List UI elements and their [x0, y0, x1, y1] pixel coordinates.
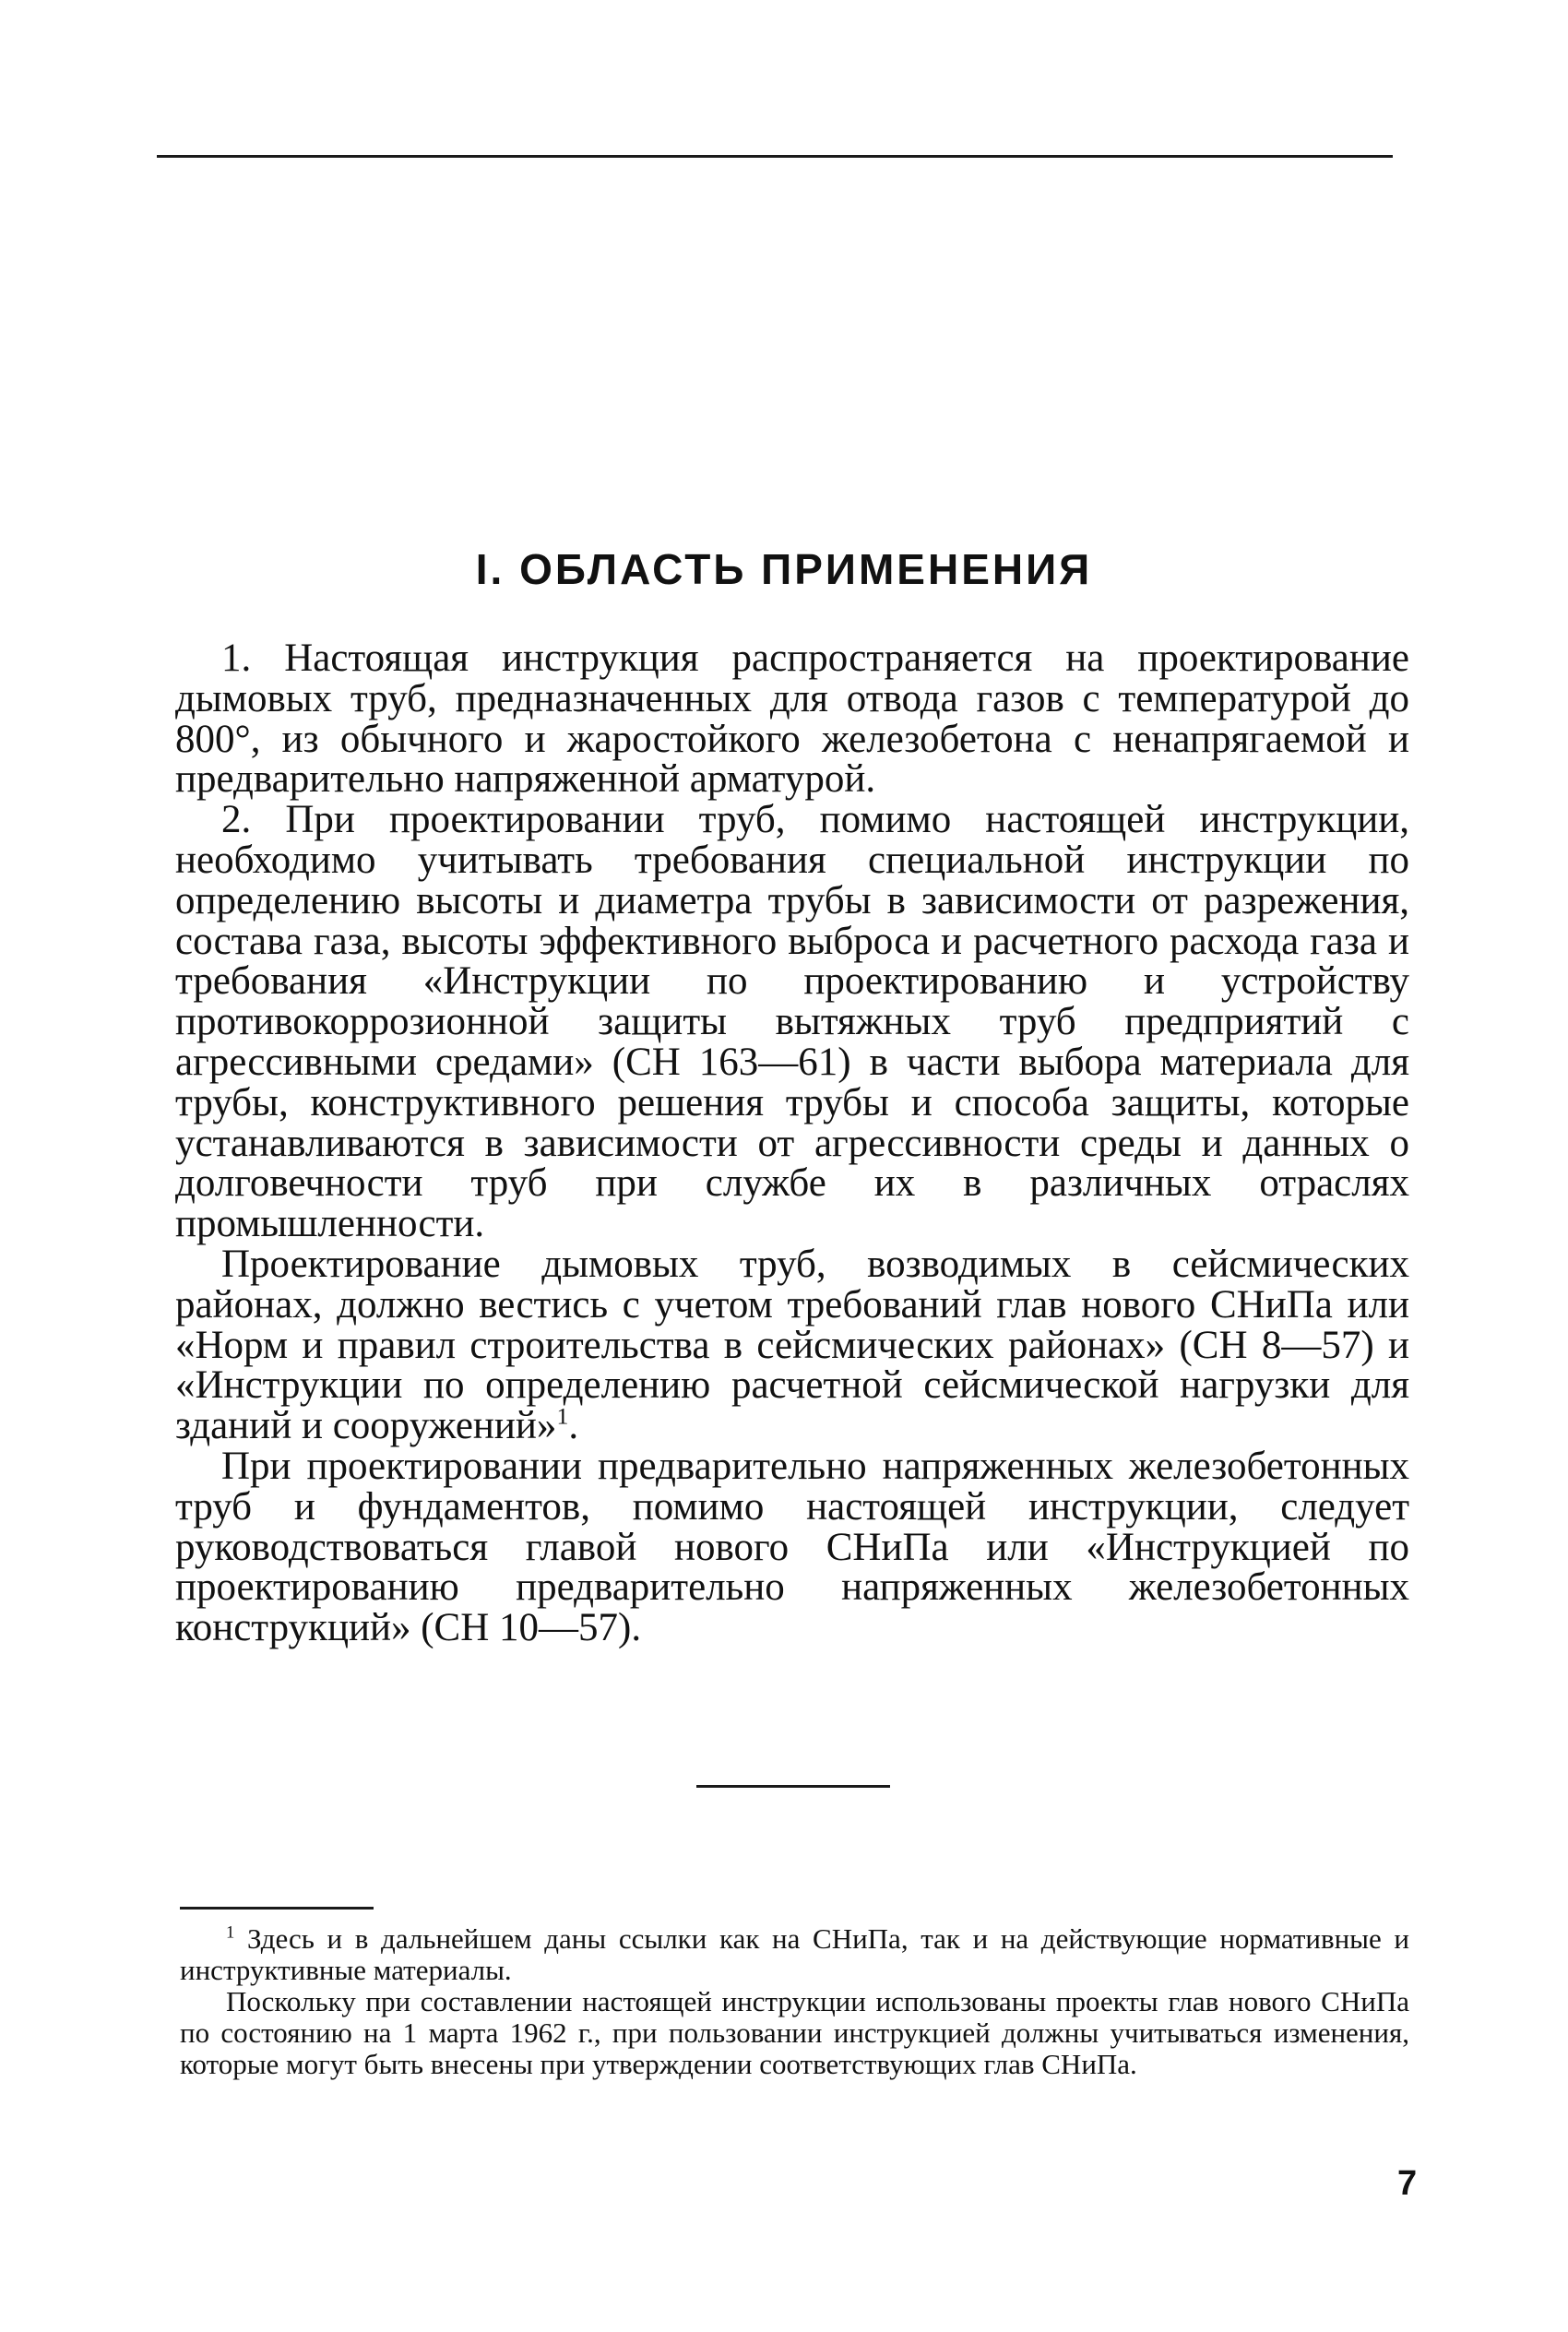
footnote-1: [180, 1923, 1409, 1986]
paragraph-1: 1. Настоящая инструкция распространяется на проектирование дымовых труб, предназначенных для отвода газов с температурой до 800°, из обычного и жаростойкого железобетона с ненапрягаемой и предварительно напряженной арматурой.: [175, 637, 1409, 802]
paragraph-3-text: Проектирование дымовых труб, возводимых в сейсмических районах, должно вестись с учетом требований глав нового СНиПа или «Норм и правил строительства в сейсмических районах» (СН 8—57) и «Инструкции по определению расчетной сейсмической нагрузки для зданий и сооружений»: [175, 1242, 1409, 1448]
footnote-reference: 1: [556, 1402, 569, 1430]
paragraph-3: [175, 1244, 1409, 1446]
footnote-1-text: Здесь и в дальнейшем даны ссылки как на СНиПа, так и на действующие нормативные и инструктивные материалы.: [180, 1922, 1409, 1986]
paragraph-4: При проектировании предварительно напряженных железобетонных труб и фундаментов, помимо настоящей инструкции, следует руководствоваться главой нового СНиПа или «Инструкцией по проектированию предварительно напряженных железобетонных конструкций» (СН 10—57).: [175, 1444, 1409, 1650]
paragraph-3-end: .: [568, 1404, 579, 1448]
footnote-2: Поскольку при составлении настоящей инструкции использованы проекты глав нового СНиПа по состоянию на 1 марта 1962 г., при пользовании инструкцией должны учитываться изменения, которые могут быть внесены при утверждении соответствующих глав СНиПа.: [180, 1985, 1409, 2080]
section-end-rule: [696, 1785, 890, 1788]
body-text: [175, 638, 1409, 1648]
section-heading: I. ОБЛАСТЬ ПРИМЕНЕНИЯ: [475, 545, 1093, 593]
footnote-marker: 1: [226, 1922, 235, 1943]
footnote-separator: [180, 1907, 374, 1910]
top-rule: [157, 155, 1393, 158]
page-number: 7: [1397, 2164, 1418, 2203]
paragraph-2: 2. При проектировании труб, помимо настоящей инструкции, необходимо учитывать требования специальной инструкции по определению высоты и диаметра трубы в зависимости от разрежения, состава газа, высоты эффективного выброса и расчетного расхода газа и требования «Инструкции по проектированию и устройству противокоррозионной защиты вытяжных труб предприятий с агрессивными средами» (СН 163—61) в части выбора материала для трубы, конструктивного решения трубы и способа защиты, которые устанавливаются в зависимости от агрессивности среды и данных о долговечности труб при службе их в различных отраслях промышленности.: [175, 798, 1409, 1246]
footnotes: [180, 1923, 1409, 2080]
